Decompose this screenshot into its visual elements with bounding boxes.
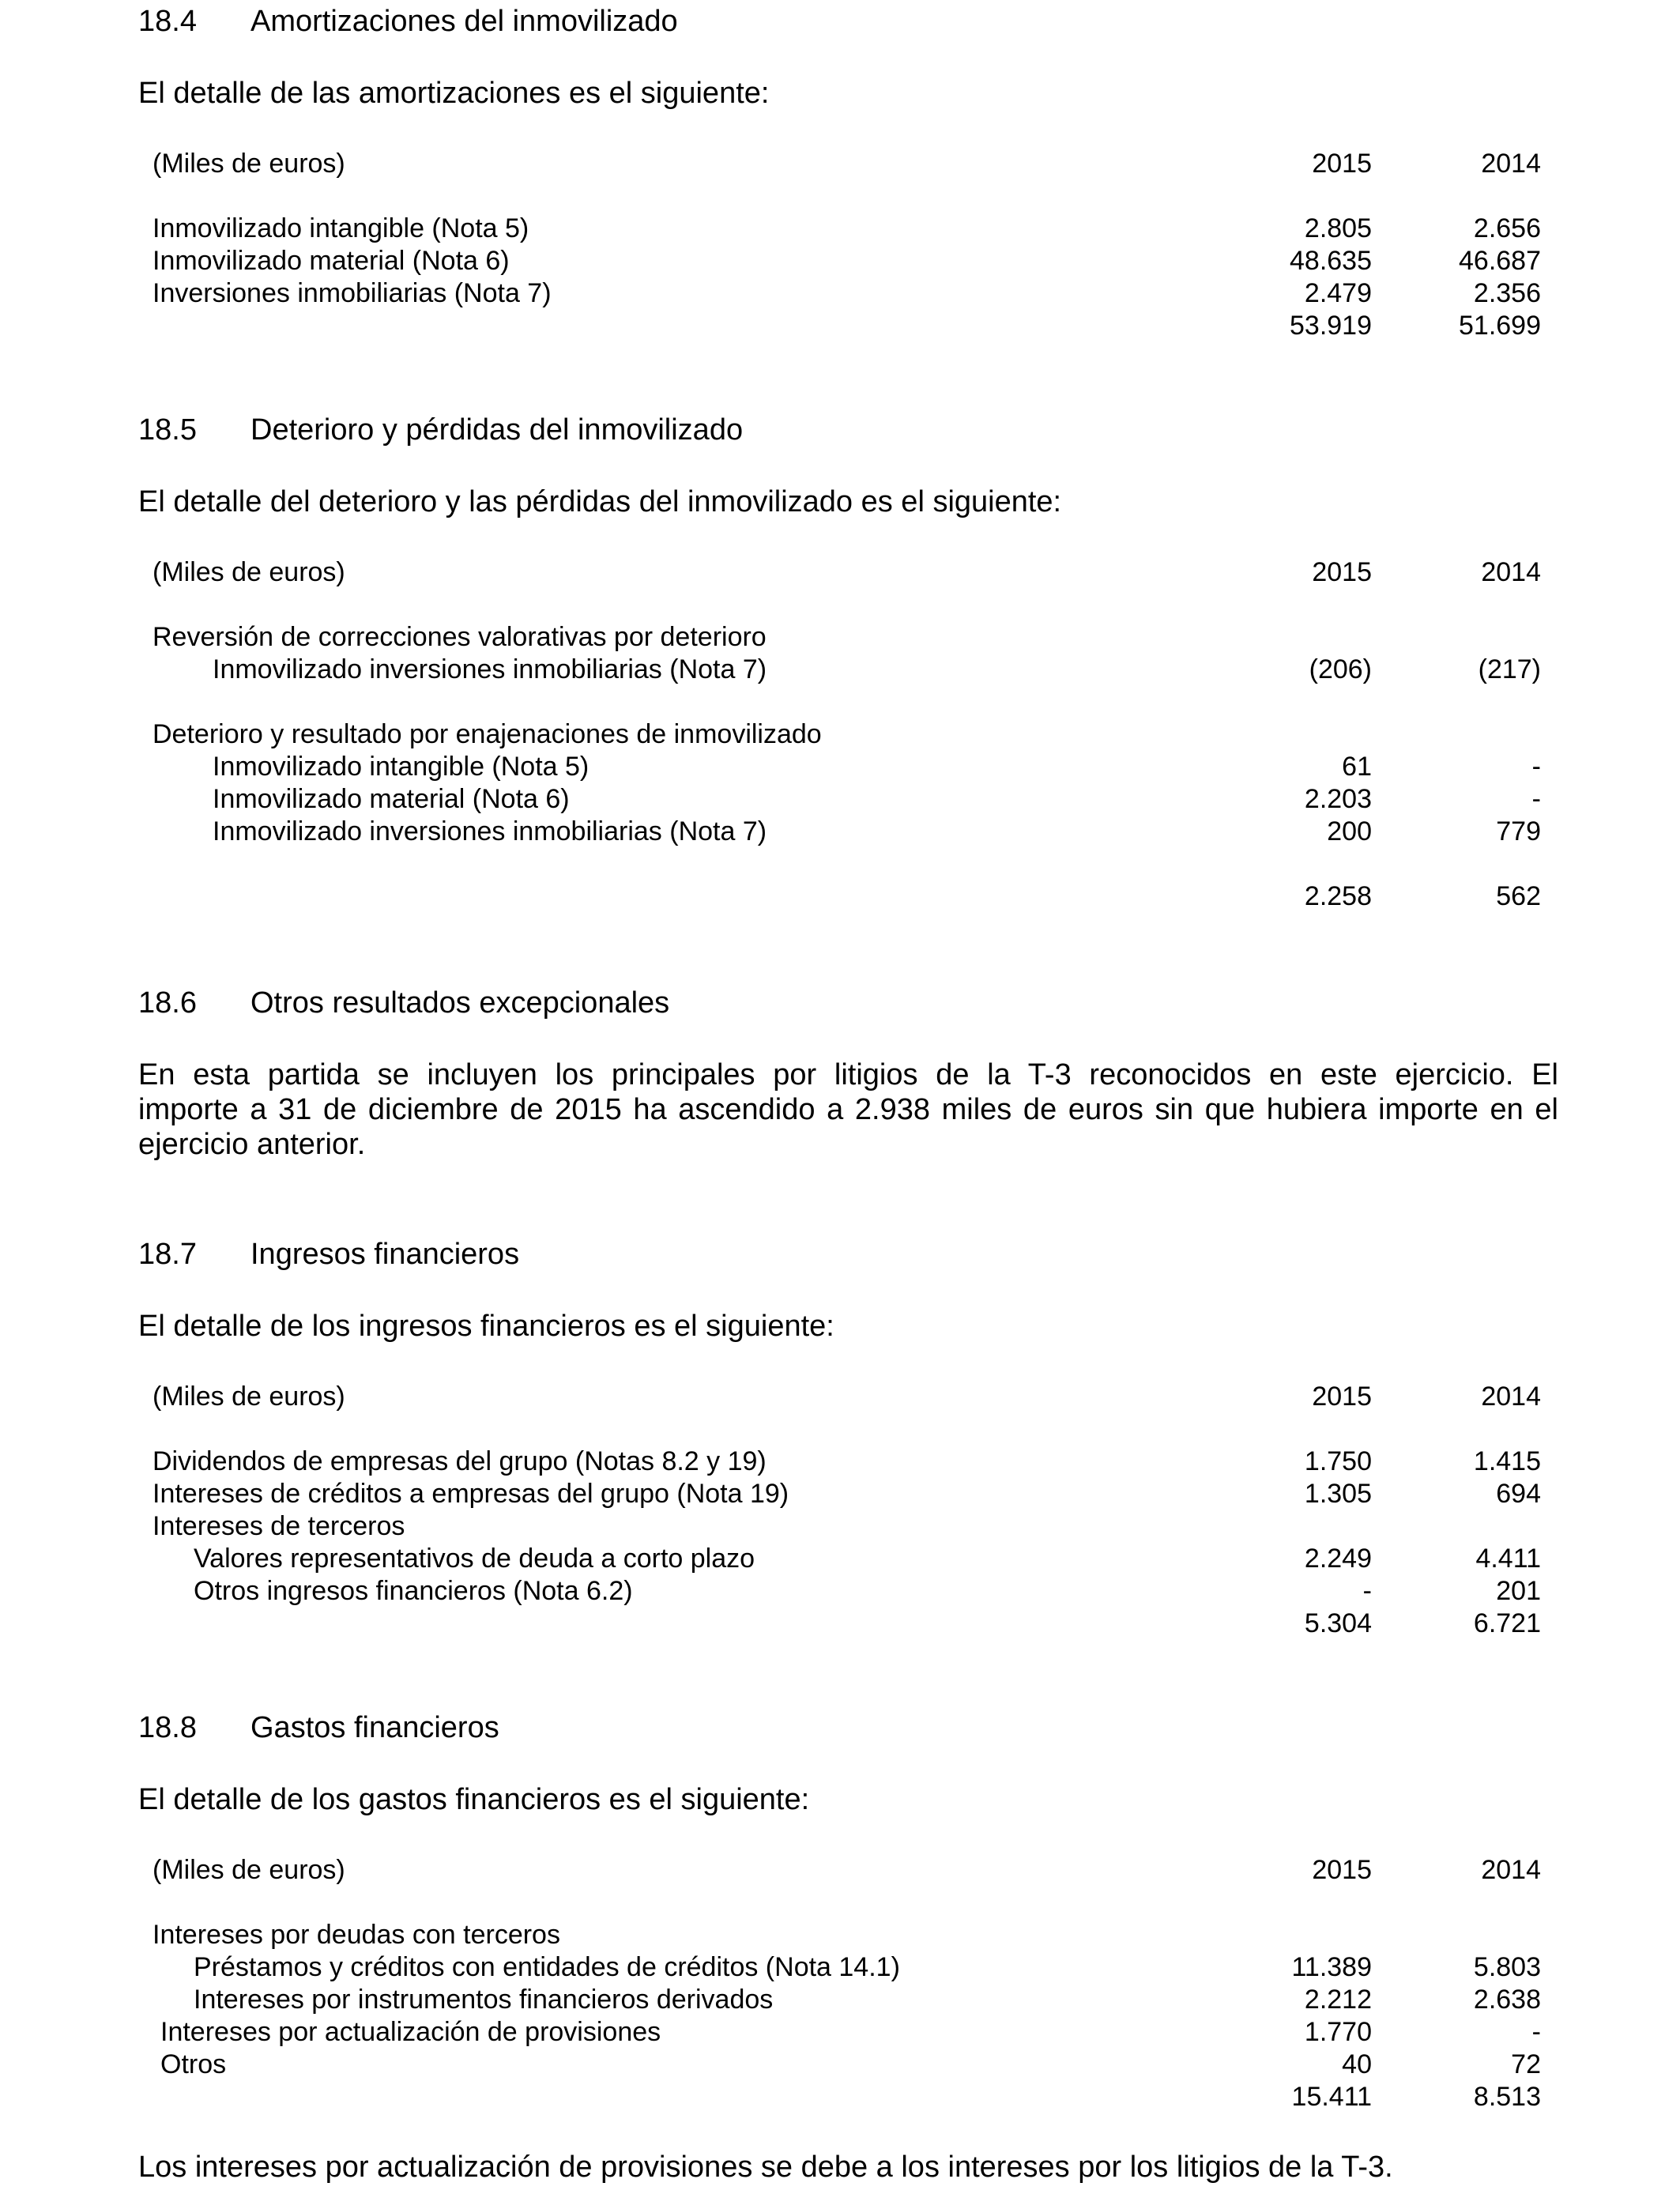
table-cell-2014: 201: [1496, 1576, 1541, 1606]
table-header-2014: 2014: [1481, 1382, 1541, 1412]
table-row-label: Inmovilizado material (Nota 6): [213, 784, 570, 814]
table-cell-2014: -: [1531, 784, 1541, 814]
table-cell-2015: -: [1362, 1576, 1372, 1606]
table-row-label: Otros ingresos financieros (Nota 6.2): [194, 1576, 633, 1606]
table-cell-2015: 2.249: [1304, 1544, 1372, 1574]
table-total-2015: 2.258: [1304, 881, 1372, 911]
table-cell-2015: 200: [1327, 816, 1372, 846]
table-header-2015: 2015: [1312, 1382, 1372, 1412]
section-intro: El detalle de los gastos financieros es el siguiente:: [138, 1783, 810, 1816]
table-cell-2014: 4.411: [1475, 1544, 1541, 1574]
table-cell-2015: 40: [1342, 2049, 1372, 2079]
section-title: Amortizaciones del inmovilizado: [250, 5, 678, 38]
table-row-label: Dividendos de empresas del grupo (Notas 8.2 y 19): [153, 1446, 767, 1476]
table-cell-2015: 2.805: [1304, 213, 1372, 243]
table-cell-2015: 1.305: [1304, 1479, 1372, 1509]
section-intro: El detalle de los ingresos financieros es el siguiente:: [138, 1310, 834, 1343]
paragraph-line: importe a 31 de diciembre de 2015 ha ascendido a 2.938 miles de euros sin que hubiera importe en el: [138, 1093, 1558, 1126]
table-header-2015: 2015: [1312, 1855, 1372, 1885]
table-cell-2015: 1.750: [1304, 1446, 1372, 1476]
table-group-label: Intereses de terceros: [153, 1511, 405, 1541]
table-cell-2015: 1.770: [1304, 2017, 1372, 2047]
section-number: 18.7: [138, 1238, 197, 1271]
table-row-label: Intereses de créditos a empresas del grupo (Nota 19): [153, 1479, 789, 1509]
table-cell-2014: -: [1531, 2017, 1541, 2047]
table-total-2014: 51.699: [1459, 311, 1541, 341]
table-total-2014: 6.721: [1473, 1608, 1541, 1638]
table-cell-2015: 48.635: [1290, 246, 1372, 276]
table-row-label: Inmovilizado material (Nota 6): [153, 246, 510, 276]
table-header-label: (Miles de euros): [153, 557, 345, 587]
table-header-label: (Miles de euros): [153, 149, 345, 179]
table-row-label: Inversiones inmobiliarias (Nota 7): [153, 278, 552, 308]
table-cell-2015: 2.479: [1304, 278, 1372, 308]
table-cell-2014: -: [1531, 752, 1541, 782]
table-header-2014: 2014: [1481, 1855, 1541, 1885]
table-row-label: Préstamos y créditos con entidades de créditos (Nota 14.1): [194, 1952, 900, 1982]
paragraph-line: ejercicio anterior.: [138, 1128, 366, 1161]
table-cell-2015: 61: [1342, 752, 1372, 782]
section-intro: El detalle del deterioro y las pérdidas del inmovilizado es el siguiente:: [138, 485, 1062, 518]
table-group-label: Reversión de correcciones valorativas por deterioro: [153, 622, 767, 652]
table-cell-2015: (206): [1309, 654, 1372, 684]
section-title: Gastos financieros: [250, 1711, 499, 1744]
section-intro: El detalle de las amortizaciones es el siguiente:: [138, 77, 770, 110]
table-header-label: (Miles de euros): [153, 1382, 345, 1412]
paragraph-line: En esta partida se incluyen los principales por litigios de la T-3 reconocidos en este ejercicio. El: [138, 1058, 1558, 1091]
table-total-2014: 562: [1496, 881, 1541, 911]
table-header-2014: 2014: [1481, 557, 1541, 587]
table-row-label: Inmovilizado inversiones inmobiliarias (Nota 7): [213, 816, 767, 846]
table-cell-2014: 694: [1496, 1479, 1541, 1509]
table-row-label: Otros: [160, 2049, 227, 2079]
table-cell-2014: 1.415: [1473, 1446, 1541, 1476]
table-row-label: Intereses por instrumentos financieros derivados: [194, 1985, 774, 2015]
closing-note: Los intereses por actualización de provisiones se debe a los intereses por los litigios de la T-3.: [138, 2151, 1393, 2184]
table-cell-2015: 2.212: [1304, 1985, 1372, 2015]
table-cell-2015: 2.203: [1304, 784, 1372, 814]
table-cell-2014: (217): [1478, 654, 1541, 684]
table-header-2014: 2014: [1481, 149, 1541, 179]
table-group-label: Intereses por deudas con terceros: [153, 1920, 560, 1950]
section-title: Ingresos financieros: [250, 1238, 520, 1271]
table-cell-2014: 72: [1511, 2049, 1541, 2079]
table-cell-2014: 2.356: [1473, 278, 1541, 308]
section-title: Otros resultados excepcionales: [250, 986, 670, 1020]
section-number: 18.4: [138, 5, 197, 38]
table-cell-2015: 11.389: [1291, 1952, 1372, 1982]
table-cell-2014: 2.638: [1473, 1985, 1541, 2015]
section-number: 18.8: [138, 1711, 197, 1744]
table-cell-2014: 2.656: [1473, 213, 1541, 243]
table-row-label: Inmovilizado intangible (Nota 5): [213, 752, 590, 782]
table-row-label: Inmovilizado intangible (Nota 5): [153, 213, 529, 243]
table-total-2015: 53.919: [1290, 311, 1372, 341]
table-total-2015: 15.411: [1291, 2082, 1372, 2112]
table-cell-2014: 5.803: [1473, 1952, 1541, 1982]
table-group-label: Deterioro y resultado por enajenaciones de inmovilizado: [153, 719, 822, 749]
table-header-2015: 2015: [1312, 557, 1372, 587]
section-title: Deterioro y pérdidas del inmovilizado: [250, 413, 744, 447]
table-row-label: Valores representativos de deuda a corto plazo: [194, 1544, 755, 1574]
section-number: 18.6: [138, 986, 197, 1020]
table-row-label: Intereses por actualización de provisiones: [160, 2017, 661, 2047]
table-total-2015: 5.304: [1304, 1608, 1372, 1638]
table-row-label: Inmovilizado inversiones inmobiliarias (Nota 7): [213, 654, 767, 684]
table-cell-2014: 779: [1496, 816, 1541, 846]
section-number: 18.5: [138, 413, 197, 447]
table-total-2014: 8.513: [1473, 2082, 1541, 2112]
table-header-2015: 2015: [1312, 149, 1372, 179]
table-cell-2014: 46.687: [1459, 246, 1541, 276]
table-header-label: (Miles de euros): [153, 1855, 345, 1885]
